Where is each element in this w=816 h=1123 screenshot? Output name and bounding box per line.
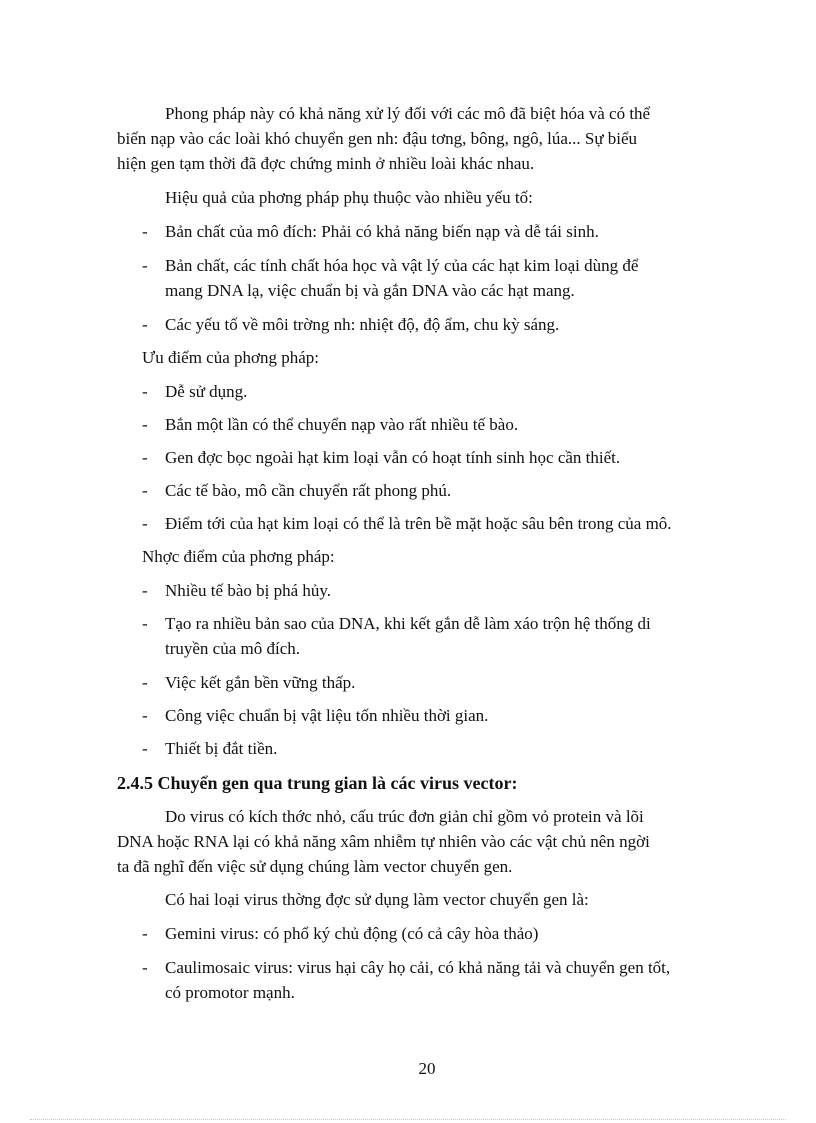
list-item: Bản chất, các tính chất hóa học và vật lý của các hạt kim loại dùng để	[165, 256, 639, 275]
list-item: Các yếu tố về môi trờng nh: nhiệt độ, độ ẩm, chu kỳ sáng.	[165, 315, 560, 334]
page-bottom-rule	[30, 1119, 786, 1120]
paragraph-line: ta đã nghĩ đến việc sử dụng chúng làm vector chuyển gen.	[117, 857, 513, 876]
bullet-marker: -	[142, 382, 148, 401]
list-item: Gemini virus: có phổ ký chủ động (có cả cây hòa thảo)	[165, 924, 539, 943]
bullet-marker: -	[142, 315, 148, 334]
bullet-marker: -	[142, 673, 148, 692]
list-item: Caulimosaic virus: virus hại cây họ cải, có khả năng tải và chuyển gen tốt,	[165, 958, 671, 977]
bullet-marker: -	[142, 581, 148, 600]
list-item: Công việc chuẩn bị vật liệu tốn nhiều thời gian.	[165, 706, 489, 725]
bullet-marker: -	[142, 706, 148, 725]
bullet-marker: -	[142, 415, 148, 434]
bullet-marker: -	[142, 514, 148, 533]
list-item: Điểm tới của hạt kim loại có thể là trên bề mặt hoặc sâu bên trong của mô.	[165, 514, 672, 533]
list-item-continuation: có promotor mạnh.	[165, 983, 295, 1002]
list-item: Gen đợc bọc ngoài hạt kim loại vẫn có hoạt tính sinh học cần thiết.	[165, 448, 621, 467]
bullet-marker: -	[142, 448, 148, 467]
paragraph-line: Hiệu quả của phơng pháp phụ thuộc vào nhiều yếu tố:	[165, 188, 533, 207]
paragraph-line: biến nạp vào các loài khó chuyển gen nh: đậu tơng, bông, ngô, lúa... Sự biểu	[117, 129, 638, 148]
paragraph-line: Phong pháp này có khả năng xử lý đối với các mô đã biệt hóa và có thể	[165, 104, 651, 123]
list-item: Bản chất của mô đích: Phải có khả năng biến nạp và dễ tái sinh.	[165, 222, 599, 241]
list-item: Nhiều tế bào bị phá hủy.	[165, 581, 332, 600]
list-item-continuation: mang DNA lạ, việc chuẩn bị và gắn DNA vào các hạt mang.	[165, 281, 575, 300]
paragraph-line: hiện gen tạm thời đã đợc chứng minh ở nhiều loài khác nhau.	[117, 154, 535, 173]
list-item: Bắn một lần có thể chuyển nạp vào rất nhiều tế bào.	[165, 415, 519, 434]
bullet-marker: -	[142, 958, 148, 977]
subheading-advantages: Ưu điểm của phơng pháp:	[142, 348, 320, 367]
paragraph-line: DNA hoặc RNA lại có khả năng xâm nhiễm tự nhiên vào các vật chủ nên ngời	[117, 832, 650, 851]
list-item: Dễ sử dụng.	[165, 382, 248, 401]
bullet-marker: -	[142, 739, 148, 758]
list-item-continuation: truyền của mô đích.	[165, 639, 301, 658]
bullet-marker: -	[142, 924, 148, 943]
bullet-marker: -	[142, 256, 148, 275]
section-heading: 2.4.5 Chuyển gen qua trung gian là các virus vector:	[117, 773, 518, 793]
bullet-marker: -	[142, 481, 148, 500]
page-number: 20	[418, 1059, 436, 1078]
list-item: Thiết bị đắt tiền.	[165, 739, 278, 758]
subheading-disadvantages: Nhợc điểm của phơng pháp:	[142, 547, 335, 566]
list-item: Tạo ra nhiều bản sao của DNA, khi kết gắn dễ làm xáo trộn hệ thống di	[165, 614, 651, 633]
paragraph-line: Có hai loại virus thờng đợc sử dụng làm vector chuyển gen là:	[165, 890, 589, 909]
bullet-marker: -	[142, 222, 148, 241]
list-item: Việc kết gắn bền vững thấp.	[165, 673, 356, 692]
bullet-marker: -	[142, 614, 148, 633]
list-item: Các tế bào, mô cần chuyển rất phong phú.	[165, 481, 452, 500]
paragraph-line: Do virus có kích thớc nhỏ, cấu trúc đơn giản chỉ gồm vỏ protein và lõi	[165, 807, 644, 826]
